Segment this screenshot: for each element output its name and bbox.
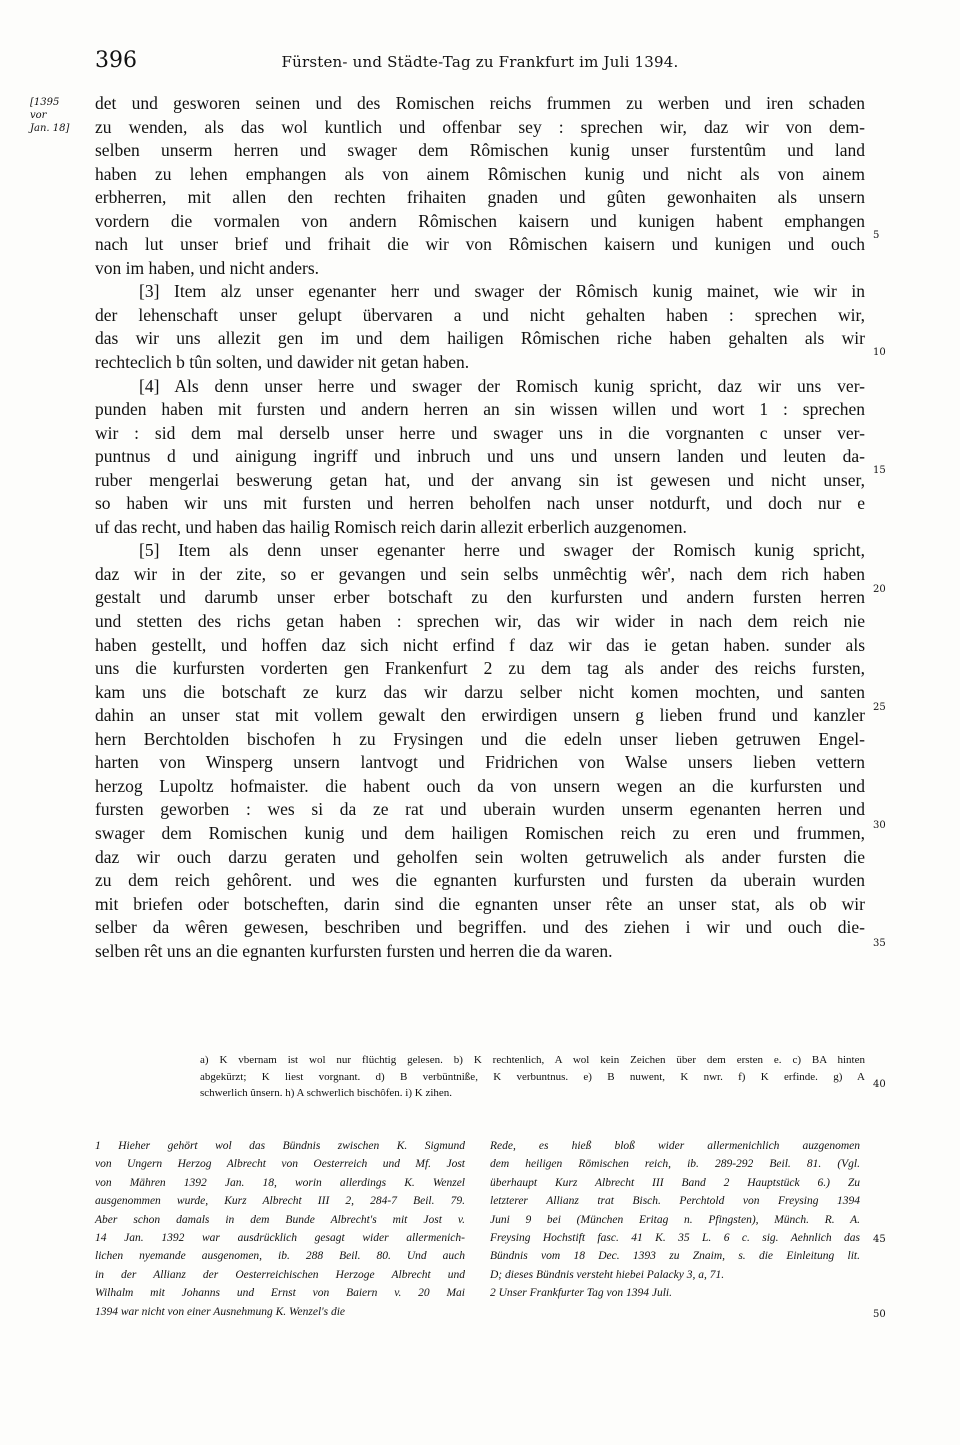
footnote-line: Aber schon damals in dem Bunde Albrecht's mit Jost v. [95,1213,465,1226]
footnote-line: Juni 9 bei (München Eritag n. Pfingsten), Münch. R. A. [490,1213,860,1226]
text-line: erbherren, mit allen den rechten frihaiten gnaden und gûten gewonhaiten als unsern [95,187,865,208]
line-number: 15 [873,465,886,476]
footnote-line: 1 Hieher gehört wol das Bündnis zwischen K. Sigmund [95,1140,465,1152]
text-line: so haben wir uns mit fursten und herren beholfen nach unser notdurft, und doch nur e [95,493,865,514]
footnote-line: überhaupt Kurz Albrecht III Band 2 Hauptstück 6.) Zu [490,1176,860,1189]
footnote-line: 2 Unser Frankfurter Tag von 1394 Juli. [490,1287,672,1300]
text-line: uns die kurfursten vorderten gen Frankenfurt 2 zu dem tag als ander des reichs fursten, [95,658,865,679]
text-line: daz wir in der zite, so er gevangen und sein selbs unmêchtig wêr', nach dem rich haben [95,563,865,584]
text-line: [5] Item als denn unser egenanter herre und swager der Romisch kunig spricht, [139,540,865,561]
text-line: uf das recht, und haben das hailig Romisch reich darin allezit erberlich auzgenomen. [95,516,687,537]
text-line: kam uns die botschaft ze kurz das wir darzu selber nicht komen mochten, und santen [95,681,865,702]
apparatus-line: a) K vbernam ist wol nur flüchtig gelesen. b) K rechtenlich, A wol kein Zeichen über dem ersten e. c) BA hinten [200,1054,865,1066]
text-line: herzog Lupoltz hofmaister. die habent ouch da von unsern wegen an die kurfursten und [95,775,865,796]
text-line: haben zu lehen emphangen als von ainem Rômischen kunig und nicht als von ainem [95,163,865,184]
footnote-line: D; dieses Bündnis versteht hiebei Palacky 3, a, 71. [490,1268,725,1281]
running-head: Fürsten- und Städte-Tag zu Frankfurt im Juli 1394. [281,53,679,71]
text-line: zu dem reich gehôrent. und wes die egnanten kurfursten und fursten da uberain wurden [95,870,865,891]
text-line: harten von Winsperg unsern lantvogt und Fridrichen von Walse unsers lieben vettern [95,752,865,773]
critical-apparatus [200,1052,865,1102]
text-line: [4] Als denn unser herre und swager der Romisch kunig spricht, daz wir uns ver- [139,375,865,396]
text-line: selben unserm herren und swager dem Rômischen kunig unser furstentûm und land [95,140,865,161]
line-number: 50 [873,1309,886,1320]
date-note-line: [1395 [30,97,60,108]
text-line: rechteclich b tûn solten, und dawider nit getan haben. [95,352,470,373]
text-line: zu wenden, als das wol kuntlich und offenbar sey : sprechen wir, daz wir von dem- [95,116,865,137]
line-number: 10 [873,347,886,358]
text-line: wir : sid dem mal derselb unser herre und swager uns in die vorgnanten c unser ver- [95,422,865,443]
footnote-line: von Ungern Herzog Albrecht von Oesterreich und Mf. Jost [95,1158,465,1171]
text-line: haben gestellt, und hoffen daz sich nicht erfind f daz wir das ie getan haben. sunder als [95,634,865,655]
text-line: ruber mengerlai beswerung getan hat, und der anvang sin ist gewesen und nicht unser, [95,469,865,490]
text-line: und stetten des richs getan haben : sprechen wir, das wir wider in nach dem reich nie [95,611,865,632]
footnote-line: dem heiligen Römischen reich, ib. 289-292 Beil. 81. (Vgl. [490,1158,860,1171]
text-line: das wir uns allezit gen im und dem hailigen Rômischen riche haben gehalten als wir [95,328,865,349]
line-number: 35 [873,938,886,949]
text-line: hern Berchtolden bischofen h zu Frysingen und die edeln unser lieben getruwen Engel- [95,728,865,749]
footnote-line: Rede, es hieß bloß wider allermenichlich auzgenomen [490,1140,860,1152]
apparatus-line: schwerlich ûnsern. h) A schwerlich bischôfen. i) K zihen. [200,1087,453,1099]
footnote-line: Wilhalm mit Johanns und Ernst von Baiern v. 20 Mai [95,1287,465,1300]
footnotes-right-column [490,1137,860,1303]
main-text [95,92,865,963]
line-number: 20 [873,584,886,595]
text-line: gestalt und darumb unser erber botschaft zu den kurfursten und andern fursten herren [95,587,865,608]
apparatus-line: abgekürzt; K liest vorgnant. d) B verbüntniße, K verbuntnus. e) B nuwent, K nwr. f) K erfinde. g) A [200,1070,865,1083]
text-line: punden haben mit fursten und andern herren an sin wissen willen und wort 1 : sprechen [95,399,865,420]
line-number: 40 [873,1079,886,1090]
date-note-line: vor [30,110,47,121]
footnote-line: letzterer Allianz trat Bisch. Perchtold von Freysing 1394 [490,1195,860,1208]
text-line: mit briefen oder botscheften, darin sind die egnanten unser rête an unser stat, als ob wir [95,893,865,914]
text-line: der lehenschaft unser gelupt übervaren a und nicht gehalten haben : sprechen wir, [95,304,865,325]
text-line: daz wir ouch darzu geraten und geholfen sein wolten getruwelich als ander fursten die [95,846,865,867]
footnote-line: 14 Jan. 1392 war ausdrücklich gesagt wider allermenich- [95,1231,465,1244]
text-line: vordern die vormalen von andern Rômischen kaisern und kunigen habent emphangen [95,210,865,231]
line-number: 25 [873,702,886,713]
footnote-line: 1394 war nicht von einer Ausnehmung K. Wenzel's die [95,1305,346,1318]
text-line: swager dem Romischen kunig und dem hailigen Romischen reich zu eren und frummen, [95,822,865,843]
line-number: 45 [873,1234,886,1245]
text-line: [3] Item alz unser egenanter herr und swager der Rômisch kunig mainet, wie wir in [139,281,865,302]
text-line: det und gesworen seinen und des Romischen reichs frummen zu werben und iren schaden [95,93,865,113]
line-number: 5 [873,230,880,241]
line-number: 30 [873,820,886,831]
footnote-line: von Mähren 1392 Jan. 18, worin allerdings K. Wenzel [95,1176,465,1189]
footnotes-left-column [95,1137,465,1321]
footnote-line: lichen nyemande ausgenomen, ib. 288 Beil. 80. Und auch [95,1250,465,1263]
text-line: fursten geworben : wes si da ze rat und uberain wurden unserm egenanten herren und [95,799,865,820]
text-line: von im haben, und nicht anders. [95,257,320,278]
text-line: dahin an unser stat mit vollem gewalt den erwirdigen unsern g lieben frund und kanzler [95,705,865,726]
text-line: puntnus d und ainigung ingriff und inbruch und uns und unsern landen und leuten da- [95,446,865,467]
footnote-line: Bündnis vom 18 Dec. 1393 zu Znaim, s. die Einleitung lit. [490,1250,860,1263]
text-line: selber da wêren gewesen, beschriben und begriffen. und des ziehen i wir und ouch die- [95,917,865,938]
date-note-line: Jan. 18] [30,123,70,134]
footnote-line: in der Allianz der Oesterreichischen Herzoge Albrecht und [95,1268,465,1281]
footnote-line: ausgenommen wurde, Kurz Albrecht III 2, 284-7 Beil. 79. [95,1195,465,1208]
page-number: 396 [95,48,137,73]
text-line: nach lut unser brief und frihait die wir von Rômischen kaisern und kunigen und ouch [95,234,865,255]
margin-date-note [30,96,92,135]
footnote-line: Freysing Hochstift fasc. 41 K. 35 L. 6 c. sig. Aehnlich das [490,1231,860,1244]
text-line: selben rêt uns an die egnanten kurfursten fursten und herren die da waren. [95,940,613,961]
